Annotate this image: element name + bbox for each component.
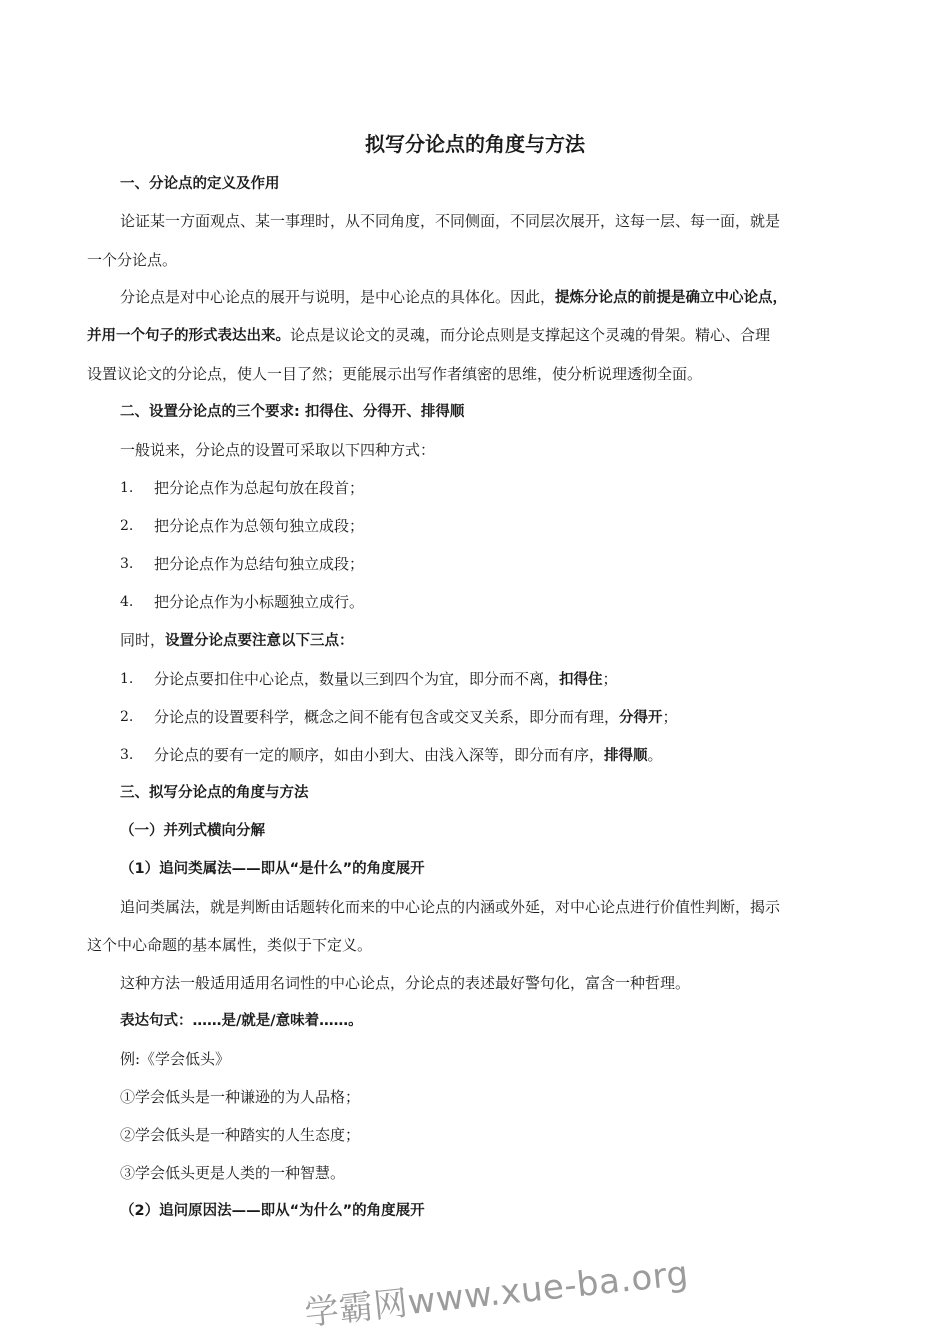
way-number: 1. [120,480,134,496]
m1-paragraph-1-line-2: 这个中心命题的基本属性，类似于下定义。 [87,936,373,954]
point-number: 1. [120,671,134,687]
point-item [154,669,618,690]
point-number: 2. [120,709,134,725]
point-end: 。 [647,746,663,764]
watermark: 学霸网www.xue-ba.org [302,1253,691,1334]
m1-paragraph-2: 这种方法一般适用适用名词性的中心论点，分论点的表述最好警句化，富含一种哲理。 [120,974,691,992]
way-number: 4. [120,594,134,610]
s1-p2-bold: 提炼分论点的前提是确立中心论点， [555,290,788,306]
point-item [154,707,678,728]
page-title: 拟写分论点的角度与方法 [365,132,585,156]
s1-paragraph-2-line-3: 设置议论文的分论点，使人一目了然；更能展示出写作者缜密的思维，使分析说理透彻全面。 [87,365,703,383]
point-number: 3. [120,747,134,763]
example-title: 例:《学会低头》 [120,1050,231,1068]
s2-intro: 一般说来，分论点的设置可采取以下四种方式： [120,441,436,459]
point-keyword: 排得顺 [604,748,648,764]
section-1-heading: 一、分论点的定义及作用 [120,176,280,192]
s1-paragraph-1-line-2: 一个分论点。 [87,251,178,269]
point-keyword: 分得开 [619,710,663,726]
way-item: 把分论点作为总领句独立成段； [154,517,365,535]
s2-note [120,630,354,651]
s1-paragraph-2-line-1 [120,287,787,308]
s3-subheading-1: （一）并列式横向分解 [120,823,265,839]
point-item [154,745,663,766]
s1-paragraph-2-line-2 [87,325,770,346]
s1-p2-text-2: 论点是议论文的灵魂，而分论点则是支撑起这个灵魂的骨架。精心、合理 [290,326,771,344]
method-2-heading: （2）追问原因法——即从“为什么”的角度展开 [120,1203,425,1219]
point-end: ； [602,670,618,688]
example-item: ③学会低头更是人类的一种智慧。 [120,1164,346,1182]
way-item: 把分论点作为总结句独立成段； [154,555,365,573]
s1-p2-text: 分论点是对中心论点的展开与说明，是中心论点的具体化。因此， [120,288,556,306]
point-text: 分论点的设置要科学，概念之间不能有包含或交叉关系，即分而有理， [154,708,620,726]
section-2-heading: 二、设置分论点的三个要求: 扣得住、分得开、排得顺 [120,404,465,420]
expression-pattern: 表达句式：……是/就是/意味着……。 [120,1013,363,1029]
example-item: ②学会低头是一种踏实的人生态度； [120,1126,361,1144]
point-text: 分论点要扣住中心论点，数量以三到四个为宜，即分而不离， [154,670,560,688]
m1-paragraph-1-line-1: 追问类属法，就是判断由话题转化而来的中心论点的内涵或外延，对中心论点进行价值性判断，揭示 [120,898,781,916]
point-end: ； [662,708,678,726]
way-item: 把分论点作为小标题独立成行。 [154,593,365,611]
way-item: 把分论点作为总起句放在段首； [154,479,365,497]
s1-paragraph-1-line-1: 论证某一方面观点、某一事理时，从不同角度，不同侧面，不同层次展开，这每一层、每一面，就是 [120,212,781,230]
way-number: 3. [120,556,134,572]
way-number: 2. [120,518,134,534]
point-keyword: 扣得住 [559,672,603,688]
point-text: 分论点的要有一定的顺序，如由小到大、由浅入深等，即分而有序， [154,746,605,764]
example-item: ①学会低头是一种谦逊的为人品格； [120,1088,361,1106]
method-1-heading: （1）追问类属法——即从“是什么”的角度展开 [120,861,425,877]
s1-p2-bold-2: 并用一个句子的形式表达出来。 [87,328,290,344]
s2-note-bold: 设置分论点要注意以下三点： [165,633,354,649]
s2-note-text: 同时， [120,631,166,649]
section-3-heading: 三、拟写分论点的角度与方法 [120,785,309,801]
